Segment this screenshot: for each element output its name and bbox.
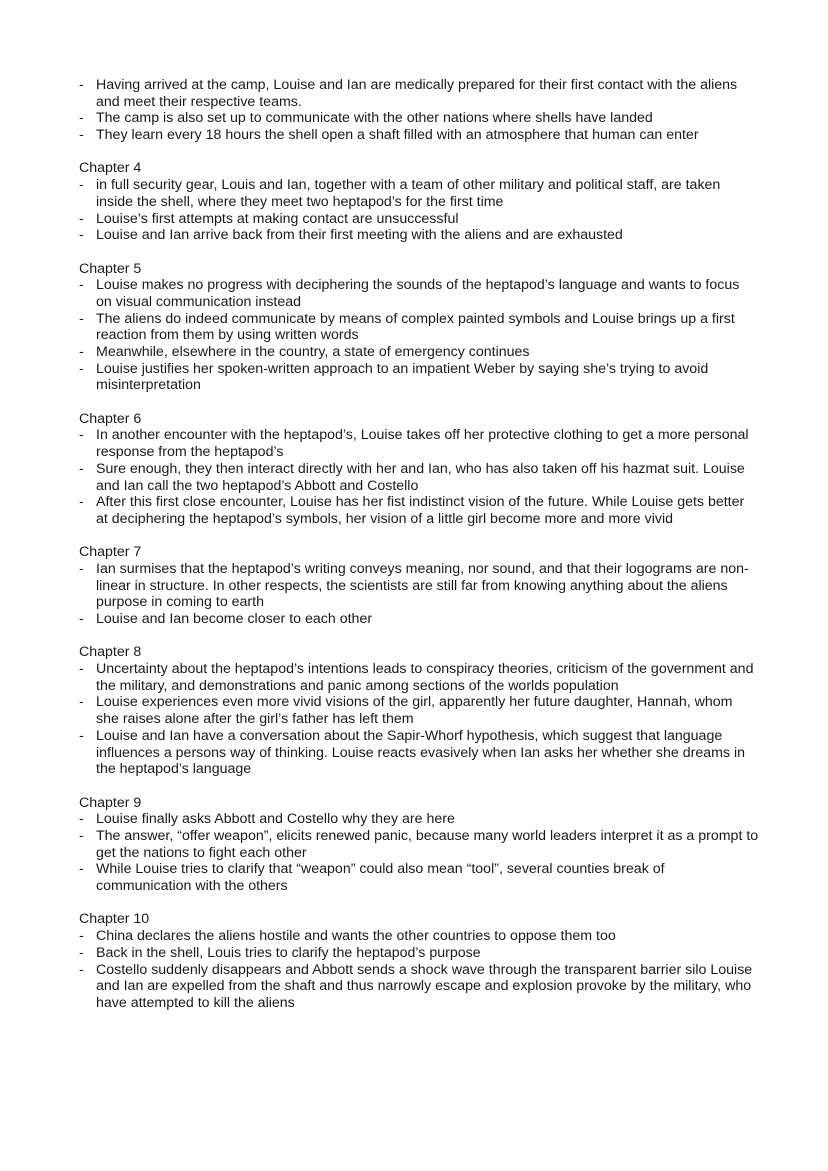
bullet-text: Having arrived at the camp, Louise and Ian are medically prepared for their first contact with the aliens and meet their respective teams.	[96, 77, 738, 110]
chapter-heading: Chapter 8	[79, 644, 142, 661]
bullet-dash: -	[79, 861, 84, 878]
bullet-dash: -	[79, 928, 84, 945]
chapter-heading: Chapter 9	[79, 794, 142, 811]
bullet-list	[79, 561, 759, 628]
chapter-heading: Chapter 10	[79, 911, 150, 928]
bullet-dash: -	[79, 110, 84, 127]
bullet-item	[79, 344, 759, 361]
bullet-text: Louise makes no progress with deciphering the sounds of the heptapod’s language and wants to focus on visual communication instead	[96, 277, 740, 310]
bullet-dash: -	[79, 961, 84, 978]
chapter-section	[79, 411, 759, 528]
bullet-dash: -	[79, 360, 84, 377]
chapter-section	[79, 644, 759, 778]
chapter-heading: Chapter 5	[79, 260, 142, 277]
bullet-item	[79, 828, 759, 861]
bullet-item	[79, 177, 759, 210]
bullet-text: In another encounter with the heptapod’s, Louise takes off her protective clothing to get a more personal response from the heptapod’s	[96, 427, 749, 461]
bullet-text: The answer, “offer weapon”, elicits renewed panic, because many world leaders interpret it as a prompt to get the nations to fight each other	[96, 827, 759, 861]
bullet-text: China declares the aliens hostile and wants the other countries to oppose them too	[96, 928, 616, 945]
bullet-dash: -	[79, 494, 84, 511]
bullet-item	[79, 561, 759, 611]
bullet-item	[79, 427, 759, 460]
bullet-text: Louise justifies her spoken-written approach to an impatient Weber by saying she’s trying to avoid misinterpretation	[96, 360, 709, 394]
bullet-item	[79, 494, 759, 527]
chapter-section	[79, 911, 759, 1011]
bullet-item	[79, 945, 759, 962]
bullet-dash: -	[79, 661, 84, 678]
bullet-text: The aliens do indeed communicate by means of complex painted symbols and Louise brings up a first reaction from them by using written words	[96, 310, 735, 344]
bullet-list	[79, 661, 759, 778]
bullet-text: Louise finally asks Abbott and Costello why they are here	[96, 811, 455, 828]
bullet-text: Louise and Ian arrive back from their first meeting with the aliens and are exhausted	[96, 227, 623, 244]
bullet-dash: -	[79, 827, 84, 844]
document-page	[79, 77, 759, 1028]
chapter-section	[79, 160, 759, 244]
bullet-item	[79, 728, 759, 778]
bullet-text: The camp is also set up to communicate with the other nations where shells have landed	[96, 110, 653, 127]
chapter-section	[79, 261, 759, 395]
bullet-text: Back in the shell, Louis tries to clarify the heptapod’s purpose	[96, 944, 481, 961]
bullet-text: Louise experiences even more vivid visions of the girl, apparently her future daughter, Hannah, whom she raises alone after the girl’s father has left them	[96, 694, 733, 728]
bullet-dash: -	[79, 944, 84, 961]
bullet-text: Ian surmises that the heptapod’s writing conveys meaning, nor sound, and that their logograms are non-linear in structure. In other respects, the scientists are still far from knowing anything about the aliens purpose in coming to earth	[96, 560, 749, 611]
bullet-list	[79, 77, 759, 144]
bullet-dash: -	[79, 427, 84, 444]
bullet-item	[79, 127, 759, 144]
bullet-item	[79, 861, 759, 894]
bullet-text: They learn every 18 hours the shell open a shaft filled with an atmosphere that human can enter	[96, 127, 699, 144]
bullet-item	[79, 361, 759, 394]
bullet-text: Louise and Ian have a conversation about the Sapir-Whorf hypothesis, which suggest that language influences a persons way of thinking. Louise reacts evasively when Ian asks her whether she dreams in the heptapod’s language	[96, 727, 746, 778]
bullet-item	[79, 811, 759, 828]
bullet-text: Costello suddenly disappears and Abbott sends a shock wave through the transparent barrier silo Louise and Ian are expelled from the shaft and thus narrowly escape and explosion provoke by the military, who have attempted to kill the aliens	[96, 961, 753, 1011]
bullet-item	[79, 277, 759, 310]
bullet-dash: -	[79, 127, 84, 144]
bullet-dash: -	[79, 560, 84, 577]
bullet-dash: -	[79, 310, 84, 327]
bullet-text: Louise and Ian become closer to each other	[96, 611, 373, 628]
bullet-dash: -	[79, 811, 84, 828]
bullet-list	[79, 177, 759, 244]
chapter-section	[79, 77, 759, 144]
bullet-item	[79, 461, 759, 494]
bullet-text: Uncertainty about the heptapod’s intentions leads to conspiracy theories, criticism of the government and the military, and demonstrations and panic among sections of the worlds population	[96, 661, 754, 694]
bullet-text: Meanwhile, elsewhere in the country, a state of emergency continues	[96, 344, 530, 361]
bullet-item	[79, 211, 759, 228]
chapter-section	[79, 795, 759, 895]
bullet-list	[79, 427, 759, 527]
bullet-item	[79, 77, 759, 110]
bullet-dash: -	[79, 277, 84, 294]
bullet-item	[79, 311, 759, 344]
bullet-dash: -	[79, 227, 84, 244]
bullet-text: Louise’s first attempts at making contact are unsuccessful	[96, 210, 459, 227]
bullet-item	[79, 110, 759, 127]
chapter-heading: Chapter 6	[79, 410, 142, 427]
bullet-dash: -	[79, 727, 84, 744]
bullet-dash: -	[79, 460, 84, 477]
bullet-text: in full security gear, Louis and Ian, together with a team of other military and political staff, are taken inside the shell, where they meet two heptapod’s for the first time	[96, 177, 721, 210]
bullet-item	[79, 694, 759, 727]
bullet-text: While Louise tries to clarify that “weapon” could also mean “tool”, several counties break of communication with the others	[96, 861, 665, 895]
bullet-dash: -	[79, 611, 84, 628]
bullet-dash: -	[79, 77, 84, 93]
bullet-dash: -	[79, 177, 84, 194]
bullet-text: Sure enough, they then interact directly with her and Ian, who has also taken off his hazmat suit. Louise and Ian call the two heptapod’s Abbott and Costello	[96, 460, 745, 494]
bullet-item	[79, 962, 759, 1012]
bullet-dash: -	[79, 344, 84, 361]
bullet-item	[79, 928, 759, 945]
chapter-heading: Chapter 7	[79, 544, 142, 561]
bullet-list	[79, 928, 759, 1012]
bullet-dash: -	[79, 210, 84, 227]
bullet-list	[79, 277, 759, 394]
bullet-dash: -	[79, 694, 84, 711]
chapter-section	[79, 544, 759, 628]
bullet-text: After this first close encounter, Louise has her fist indistinct vision of the future. While Louise gets better at deciphering the heptapod’s symbols, her vision of a little girl become more and more vivid	[96, 494, 745, 527]
bullet-item	[79, 611, 759, 628]
bullet-item	[79, 227, 759, 244]
chapter-heading: Chapter 4	[79, 160, 142, 177]
bullet-item	[79, 661, 759, 694]
bullet-list	[79, 811, 759, 895]
